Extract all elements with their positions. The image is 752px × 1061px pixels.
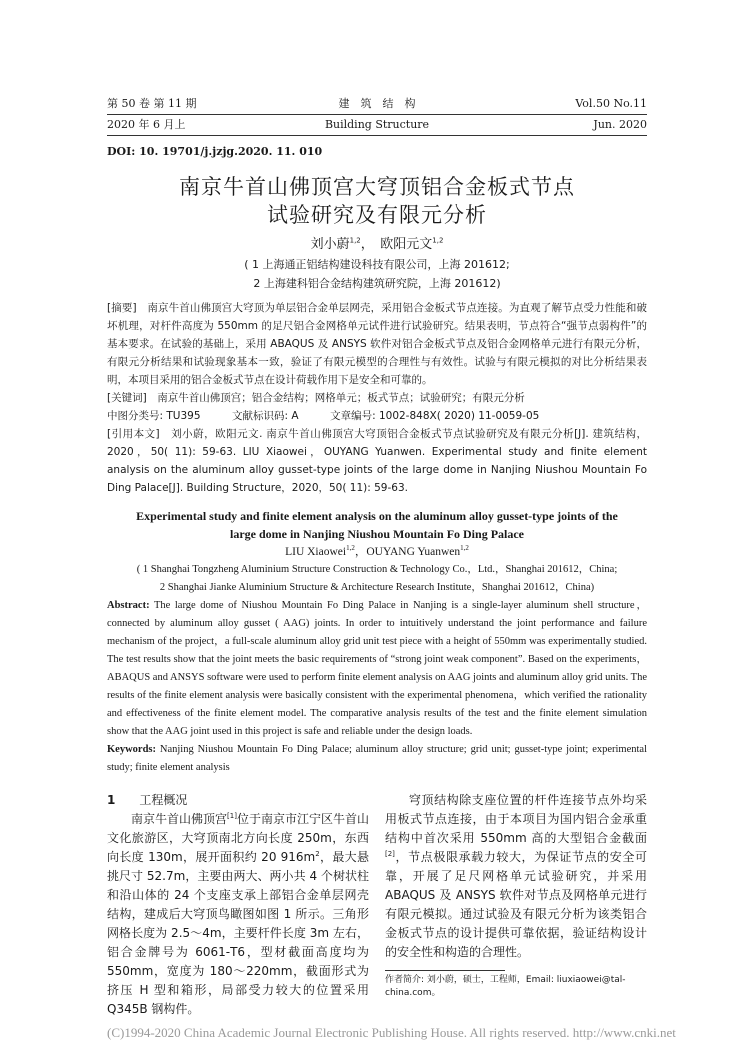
title-en: Experimental study and finite element analysis on the aluminum alloy gusset-type joints of the large dome in Nanjing Niushou Mountain Fo Ding Palace: [136, 509, 618, 541]
journal-date: 2020 年 6 月上: [107, 118, 186, 131]
classification-line: [107, 407, 647, 425]
affiliation-zh-2: 2 上海建科铝合金结构建筑研究院，上海 201612): [253, 277, 501, 290]
keywords-en-text: Nanjing Niushou Mountain Fo Ding Palace; aluminum alloy structure; grid unit; gusset-type joint; experimental study; finite element analysis: [107, 744, 648, 773]
keywords-zh-line: [107, 389, 647, 407]
header-rule: [107, 114, 647, 115]
abstract-en-paragraph: [107, 597, 647, 741]
keywords-label: [关键词]: [107, 392, 147, 404]
author-name: LIU Xiaowei: [285, 546, 347, 558]
journal-volume: 第 50 卷 第 11 期: [107, 97, 197, 110]
affiliation-en-1: ( 1 Shanghai Tongzheng Aluminium Structure Construction & Technology Co.，Ltd.，Shanghai 201612，China;: [136, 564, 618, 575]
abstract-zh: [107, 299, 647, 497]
author-bio: 作者简介: 刘小蔚，硕士，工程师，Email: liuxiaowei@tal-china.com。: [385, 975, 626, 998]
text: 穹顶结构除支座位置的杆件连接节点外均采用板式节点连接，由于本项目为国内铝合金承重结构中首次采用 550mm 高的大型铝合金截面: [385, 793, 647, 845]
title-zh-line2: 试验研究及有限元分析: [267, 203, 487, 227]
paragraph: [107, 810, 369, 1019]
body-columns: [107, 791, 647, 1019]
journal-date-en: Jun. 2020: [593, 118, 647, 131]
column-left: [107, 791, 369, 1019]
section-title: 工程概况: [139, 793, 188, 807]
text: ，最大悬挑尺寸 52.7m，主要由两大、两小共 4 个树状柱和沿山体的 24 个支座支承上部铝合金单层网壳结构，建成后大穹顶鸟瞰图如图 1 所示。三角形网格长度为 2.5～4m，主要杆件长度 3m 左右，铝合金牌号为 6061-T6，型材截面高度均为 550mm，宽度为 180～220mm，截面形式为挤压 H 型和箱形，局部受力较大的位置采用 Q345B 钢构件。: [107, 850, 369, 1016]
journal-name-zh: 建 筑 结 构: [338, 97, 416, 110]
author-affil-sup: 1,2: [349, 236, 361, 245]
keywords-text: 南京牛首山佛顶宫；铝合金结构；网格单元；板式节点；试验研究；有限元分析: [157, 392, 525, 404]
header-rule-bottom: [107, 135, 647, 136]
affiliation-zh-1: ( 1 上海通正铝结构建设科技有限公司，上海 201612;: [244, 258, 510, 271]
abstract-zh-paragraph: [107, 299, 647, 389]
authors-zh: [107, 235, 647, 255]
clc-number: 中图分类号: TU395: [107, 410, 201, 422]
column-right: [385, 791, 647, 1019]
affiliation-en-2: 2 Shanghai Jianke Aluminium Structure & Architecture Research Institute，Shanghai 201612，China): [159, 582, 595, 593]
author-name: ， 欧阳元文: [360, 237, 433, 252]
citation-paragraph: [107, 425, 647, 497]
footnote-rule: [385, 970, 505, 971]
authors-en: [107, 543, 647, 561]
author-name: 刘小蔚: [310, 237, 350, 252]
citation-label: [引用本文]: [107, 428, 160, 440]
abstract-label: [摘要]: [107, 302, 137, 314]
keywords-en-label: Keywords:: [107, 744, 156, 755]
section-heading: [107, 791, 369, 810]
author-affil-sup: 1,2: [460, 544, 469, 553]
cnki-watermark: (C)1994-2020 China Academic Journal Electronic Publishing House. All rights reserved. http://www.cnki.net: [107, 1025, 676, 1040]
text: 南京牛首山佛顶宫: [131, 812, 228, 826]
abstract-en: [107, 597, 647, 777]
running-header-top: [107, 96, 647, 112]
keywords-en-line: [107, 741, 647, 777]
abstract-text: 南京牛首山佛顶宫大穹顶为单层铝合金单层网壳，采用铝合金板式节点连接。为直观了解节点受力性能和破坏机理，对杆件高度为 550mm 的足尺铝合金网格单元试件进行试验研究。结果表明，节点符合“强节点弱构件”的基本要求。在试验的基础上，采用 ABAQUS 及 ANSYS 软件对铝合金板式节点及铝合金网格单元进行有限元分析，有限元分析结果和试验现象基本一致，验证了有限元模型的合理性与有效性。试验与有限元模拟的对比分析结果表明，本项目采用的铝合金板式节点在设计荷载作用下是安全和可靠的。: [107, 302, 648, 386]
author-affil-sup: 1,2: [432, 236, 444, 245]
section-number: 1: [107, 793, 116, 807]
title-zh-line1: 南京牛首山佛顶宫大穹顶铝合金板式节点: [179, 175, 575, 199]
text: ，节点极限承载力较大，为保证节点的安全可靠，开展了足尺网格单元试验研究，并采用 ABAQUS 及 ANSYS 软件对节点及网格单元进行有限元模拟。通过试验及有限元分析为该类铝合金板式节点的设计提供可靠依据，验证结构设计的安全性和构造的合理性。: [385, 850, 647, 959]
reference-marker[interactable]: [1]: [227, 812, 237, 820]
reference-marker[interactable]: [2]: [385, 850, 395, 858]
document-code: 文献标识码: A: [232, 410, 299, 422]
text: 位于南京市江宁区牛首山文化旅游区，大穹顶南北方向长度 250m，东西向长度 130m，展开面积约 20 916m: [107, 812, 369, 864]
author-name: ，OUYANG Yuanwen: [354, 546, 461, 558]
author-affil-sup: 1,2: [346, 544, 355, 553]
superscript: 2: [315, 850, 320, 858]
paragraph: [385, 791, 647, 962]
journal-name-en: Building Structure: [324, 118, 430, 131]
journal-volume-en: Vol.50 No.11: [575, 97, 647, 110]
citation-text: 刘小蔚，欧阳元文. 南京牛首山佛顶宫大穹顶铝合金板式节点试验研究及有限元分析[J]. 建筑结构，2020，50( 11): 59-63. LIU Xiaowei，OUYANG Yuanwen. Experimental study and finite element analysis on the aluminum alloy gusset-type joints of the large dome in Nanjing Niushou Mountain Fo Ding Palace[J]. Building Structure，2020，50( 11): 59-63.: [107, 428, 648, 494]
abstract-en-label: Abstract:: [107, 600, 150, 611]
doi: DOI: 10. 19701/j.jzjg.2020. 11. 010: [107, 145, 323, 158]
abstract-en-text: The large dome of Niushou Mountain Fo Ding Palace in Nanjing is a single-layer aluminum shell structure，connected by aluminum alloy gusset ( AAG) joints. In order to intuitively understand the joint performance and failure mechanism of the project，a full-scale aluminum alloy grid unit test piece with a height of 550mm was experimentally studied. The test results show that the joint meets the basic requirements of “strong joint weak component”. Based on the experiments，ABAQUS and ANSYS software were used to perform finite element analysis on AAG joints and aluminum alloy grid units. The results of the finite element analysis were basically consistent with the experimental phenomena，which verified the rationality and effectiveness of the finite element model. The comparative analysis results of the test and the finite element simulation show that the AAG joint used in this project is safe and reliable under the design loads.: [107, 600, 648, 737]
running-header-bottom: [107, 117, 647, 133]
article-number: 文章编号: 1002-848X( 2020) 11-0059-05: [330, 410, 540, 422]
